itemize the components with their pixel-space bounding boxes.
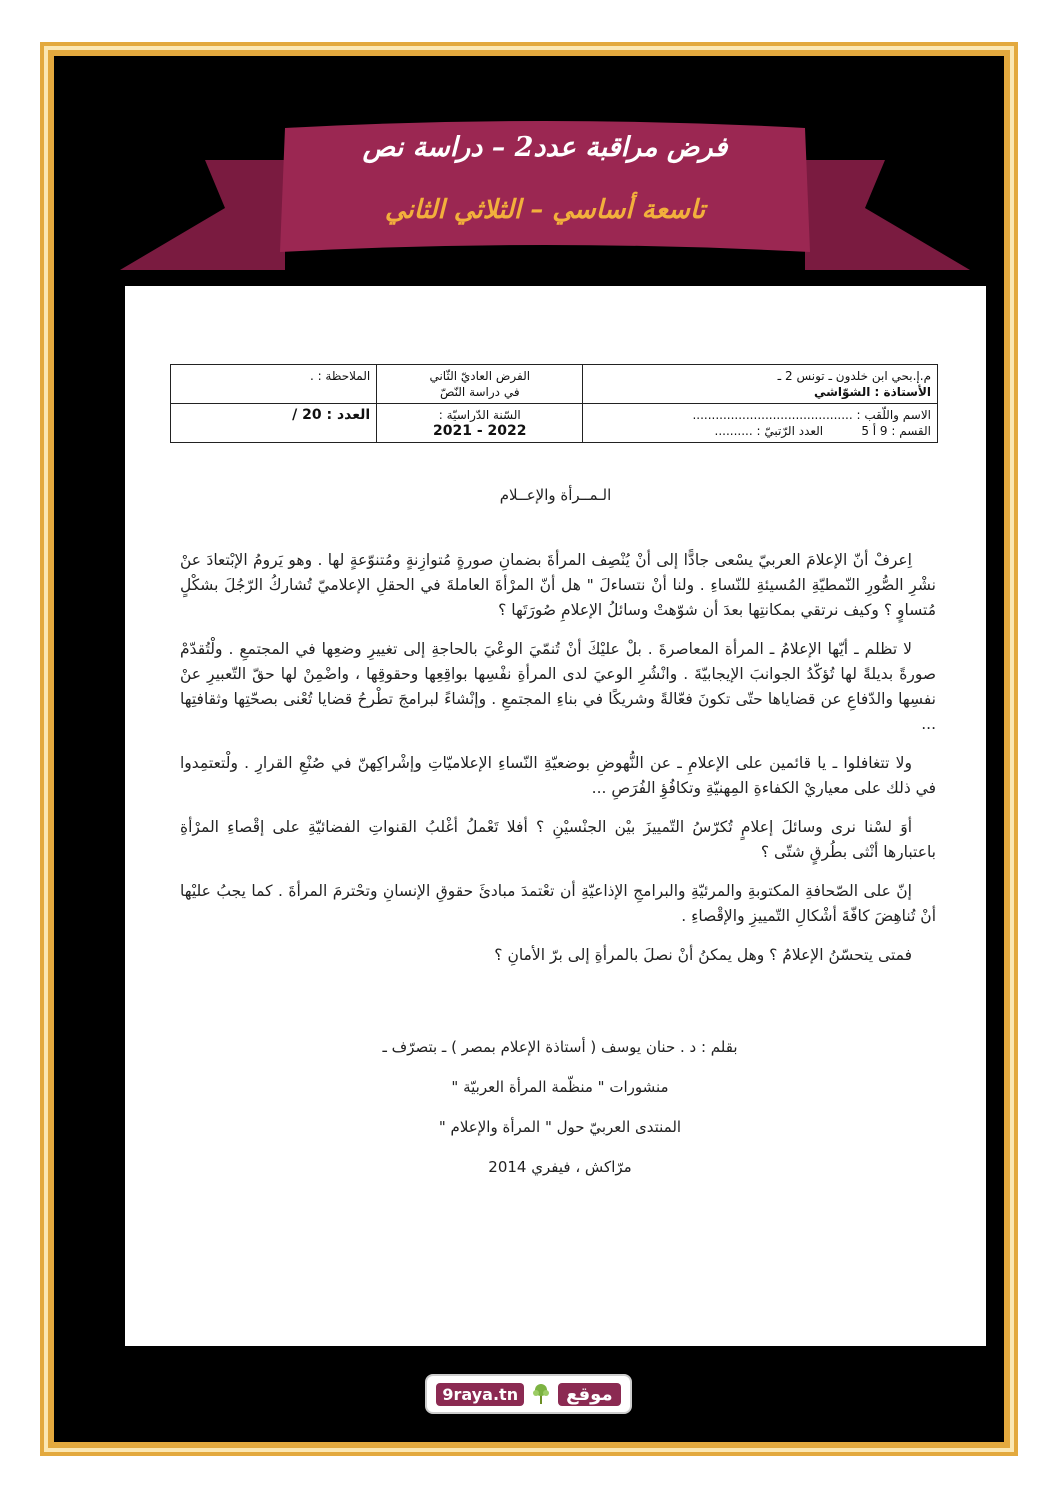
- school-name: م.إ.بحي ابن خلدون ـ تونس 2 ـ: [777, 369, 931, 383]
- tree-icon: [530, 1382, 552, 1406]
- text-title: الـمــرأة والإعــلام: [499, 486, 612, 504]
- paragraph-3: ولا تتغافلوا ـ يا قائمين على الإعلامِ ـ عن النُّهوضِ بوضعيّةِ النّساءِ الإعلاميّاتِ وإشْراكِهنّ في صُنْعِ القرارِ . ولْتعتمِدوا في ذلك على معياريْ الكفاءةِ المِهنيّةِ وتكافُؤِ الفُرَصِ ...: [180, 754, 936, 797]
- site-logo[interactable]: [425, 1374, 632, 1414]
- grade-label: العدد : 20 /: [292, 407, 371, 423]
- paragraph-1: اِعرفْ أنّ الإعلامَ العربيّ يسْعى جادًّا إلى أنْ يُنْصِف المرأةَ بضمانِ صورةٍ مُتوازِنةٍ ومُتنوّعةٍ لها . وهو يَرومُ الإبْتعادَ عنْ نشْرِ الصُّورِ النّمطيّةِ المُسيئةِ للنّساءِ . ولنا أنْ نتساءلَ " هل أنّ المرْأةَ العاملةَ في الحقلِ الإعلاميّ تُشاركُ الرّجُلَ بشكْلٍ مُتساوٍ ؟ وكيف نرتقي بمكانتِها بعدَ أن شوّهتْ وسائلُ الإعلامِ صُورَتَها ؟: [180, 551, 936, 619]
- year-cell: [377, 404, 583, 443]
- paragraph-6: فمتى يتحسّنُ الإعلامُ ؟ وهل يمكنُ أنْ نصلَ بالمرأةِ إلى برّ الأمانِ ؟: [494, 946, 912, 964]
- ribbon-right-tail: [805, 160, 970, 270]
- year-label: السّنة الدّراسيّة :: [438, 408, 521, 422]
- class-label: القسم : 9 أ 5: [861, 424, 931, 438]
- student-info-cell: [583, 404, 938, 443]
- ribbon-left-tail: [120, 160, 285, 270]
- source-publisher: منشورات " منظّمة المرأة العربيّة ": [451, 1078, 669, 1096]
- note-cell: [171, 365, 377, 404]
- source-place-date: مرّاكش ، فيفري 2014: [488, 1158, 632, 1176]
- logo-latin-text: 9raya.tn: [436, 1383, 524, 1406]
- source-forum: المنتدى العربيّ حول " المرأة والإعلام ": [438, 1118, 682, 1136]
- exam-header-table: [170, 364, 938, 443]
- banner-title: فرض مراقبة عدد2 – دراسة نص: [362, 132, 728, 163]
- source-author: بقلم : د . حنان يوسف ( أستاذة الإعلام بمصر ) ـ بتصرّف ـ: [382, 1038, 738, 1056]
- note-label: الملاحظة : .: [309, 369, 371, 383]
- rank-label: العدد الرّتبيّ : ..........: [714, 424, 824, 438]
- exam-type-line2: في دراسة النّصّ: [439, 385, 520, 399]
- text-source: [300, 1036, 820, 1196]
- banner-subtitle: تاسعة أساسي – الثلاثي الثاني: [384, 195, 706, 225]
- logo-arabic-text: موقع: [558, 1383, 621, 1406]
- paragraph-2: لا تظلم ـ أيّها الإعلامُ ـ المرأة المعاصرةَ . بلْ عليْكَ أنْ تُنمّيَ الوعْيَ بالحاجةِ إلى تغييرِ وضعِها في المجتمعِ . ولْتُقدّمْ صورةً بديلةً لها تُؤكّدُ الجوانبَ الإيجابيّةَ . وانْشُرِ الوعيَ لدى المرأةِ نفْسِها بواقِعِها وحقوقِها ، واضْمِنْ لها حقّ التّعبيرِ عنْ نفسِها والدّفاعِ عن قضاياها حتّى تكونَ فعّالةً وشريكًا في بناءِ المجتمعِ . وإنْشاءً لبرامجَ تطْرحُ قضايا تُعْنى بصحّتِها وثقافتِها ...: [180, 640, 936, 733]
- student-name-field: الاسم واللّقب : ..........................................: [692, 408, 931, 422]
- grade-cell: [171, 404, 377, 443]
- exam-type-cell: [377, 365, 583, 404]
- class-rank-line: [589, 423, 931, 439]
- school-info-cell: [583, 365, 938, 404]
- paragraph-5: إنّ على الصّحافةِ المكتوبةِ والمرئيّةِ والبرامجِ الإذاعيّةِ أن تعْتمدَ مبادئَ حقوقِ الإنسانِ وتحْترمَ المرأةَ . كما يجبُ عليْها أنْ تُناهِضَ كافّةَ أشْكالِ التّمييزِ والإقْصاءِ .: [180, 882, 936, 925]
- school-year: 2022 - 2021: [433, 423, 527, 439]
- teacher-name: الأستاذة : الشوّاشي: [813, 385, 931, 399]
- exam-type-line1: الفرض العاديّ الثّاني: [429, 369, 531, 383]
- paragraph-4: أوَ لسْنا نرى وسائلَ إعلامٍ تُكرّسُ التّمييزَ بيْن الجنْسيْنِ ؟ أفلا تَعْملُ أغْلبُ القنواتِ الفضائيّةِ على إقْصاءِ المرْأةِ باعتبارها أنْثى بطُرقٍ شتّى ؟: [180, 818, 936, 861]
- text-body: [180, 548, 936, 982]
